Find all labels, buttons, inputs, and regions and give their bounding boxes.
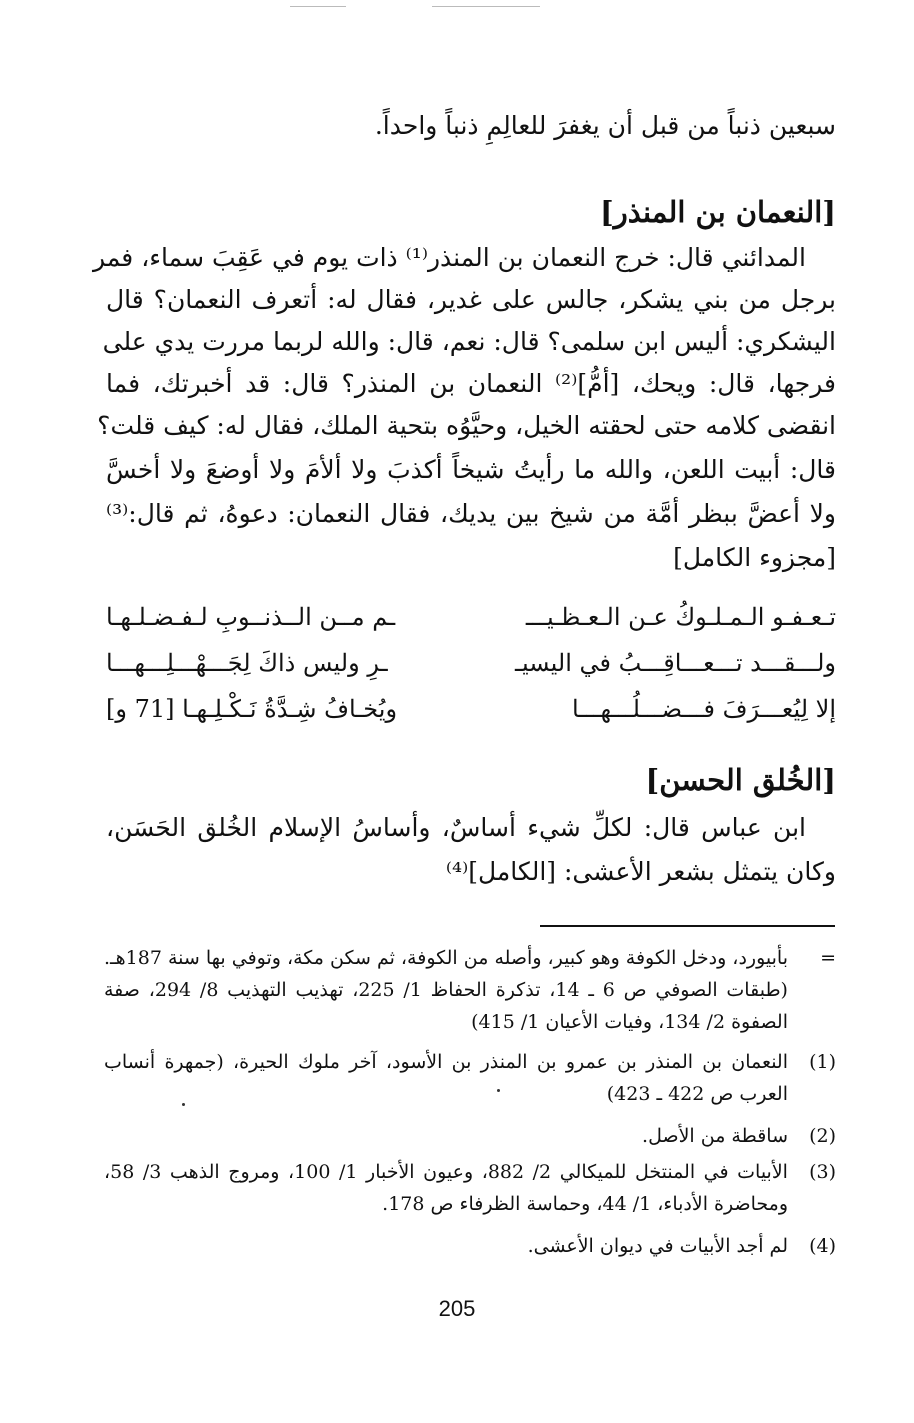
paragraph-line: ابن عباس قال: لكلِّ شيء أساسٌ، وأساسُ الإسلام الخُلق الحَسَن، xyxy=(106,813,806,842)
verse-first-hemistich: تـعـفـو الـمـلـوكُ عـن الـعـظـيـــ xyxy=(525,603,836,631)
footnote-number: (4) xyxy=(809,1235,836,1257)
verse-first-hemistich: إلا لِيُعـــرَفَ فـــضـــلُـــهـــا xyxy=(572,695,836,723)
paragraph-line: قال: أبيت اللعن، والله ما رأيتُ شيخاً أكذبَ ولا ألأمَ ولا أوضعَ ولا أخسَّ xyxy=(106,455,836,484)
footnote-number: (3) xyxy=(809,1161,836,1183)
footnote-number: (1) xyxy=(809,1051,836,1073)
footnote-text: النعمان بن المنذر بن عمرو بن المنذر بن الأسود، آخر ملوك الحيرة، (جمهرة أنساب العرب ص 422 ـ 423) xyxy=(104,1051,788,1105)
footnote-text: الأبيات في المنتخل للميكالي 2/ 882، وعيون الأخبار 1/ 100، ومروج الذهب 3/ 58، ومحاضرة الأدباء، 1/ 44، وحماسة الظرفاء ص 178. xyxy=(104,1161,788,1215)
verse-second-hemistich: ويُخـافُ شِـدَّةُ نَـكْـلِـهـا [71 و] xyxy=(106,695,398,723)
paragraph-line: فرجها، قال: ويحك، [أمُّ]⁽²⁾ النعمان بن المنذر؟ قال: قد أخبرتك، فما xyxy=(106,369,836,398)
verse-line xyxy=(106,594,836,640)
footnote xyxy=(104,1120,836,1152)
top-rule xyxy=(432,6,540,7)
paragraph-line: وكان يتمثل بشعر الأعشى: [الكامل]⁽⁴⁾ xyxy=(445,857,836,886)
footnote-text: بأبيورد، ودخل الكوفة وهو كبير، وأصله من الكوفة، ثم سكن مكة، وتوفي بها سنة 187هـ. (طبقات الصوفي ص 6 ـ 14، تذكرة الحفاظ 1/ 225، تهذيب التهذيب 8/ 294، صفة الصفوة 2/ 134، وفيات الأعيان 1/ 415) xyxy=(104,947,788,1033)
verse-second-hemistich: ـرِ وليس ذاكَ لِجَـــهْـــلِـــهـــا xyxy=(106,649,388,677)
speck-mark xyxy=(182,1103,185,1106)
footnote xyxy=(104,1230,836,1262)
verse-line xyxy=(106,686,836,732)
footnote-number: (2) xyxy=(809,1125,836,1147)
section-heading: [الخُلق الحسن] xyxy=(645,763,836,797)
footnote xyxy=(104,1156,836,1220)
footnote xyxy=(104,942,836,1038)
speck-mark xyxy=(497,1089,500,1092)
footnote-text: لم أجد الأبيات في ديوان الأعشى. xyxy=(527,1235,788,1257)
top-rule xyxy=(290,6,346,7)
footnote-separator xyxy=(540,925,835,927)
section-heading: [النعمان بن المنذر] xyxy=(600,195,836,229)
paragraph-line: ولا أعضَّ ببظر أمَّة من شيخ بين يديك، فقال النعمان: دعوهُ، ثم قال:⁽³⁾ xyxy=(106,499,836,528)
lead-line: سبعين ذنباً من قبل أن يغفرَ للعالِمِ ذنباً واحداً. xyxy=(374,111,836,140)
verse-first-hemistich: ولـــقـــد تـــعـــاقِـــبُ في اليسيـ xyxy=(515,649,836,677)
paragraph-line: اليشكري: أليس ابن سلمى؟ قال: نعم، قال: والله لربما مررت يدي على xyxy=(102,327,836,356)
paragraph-line: برجل من بني يشكر، جالس على غدير، فقال له: أتعرف النعمان؟ قال xyxy=(106,285,836,314)
verse-second-hemistich: ـم مــن الــذنــوبِ لـفـضـلـهـا xyxy=(106,603,396,631)
paragraph-line: انقضى كلامه حتى لحقته الخيل، وحيَّوُه بتحية الملك، فقال له: كيف قلت؟ xyxy=(97,411,836,440)
footnote-text: ساقطة من الأصل. xyxy=(642,1125,788,1147)
footnote xyxy=(104,1046,836,1110)
paragraph-line: المدائني قال: خرج النعمان بن المنذر⁽¹⁾ ذات يوم في عَقِبَ سماء، فمر xyxy=(93,243,806,272)
meter-label: [مجزوء الكامل] xyxy=(673,543,836,572)
page-number: 205 xyxy=(438,1296,476,1321)
footnote-number: = xyxy=(820,947,836,969)
verse-line xyxy=(106,640,836,686)
